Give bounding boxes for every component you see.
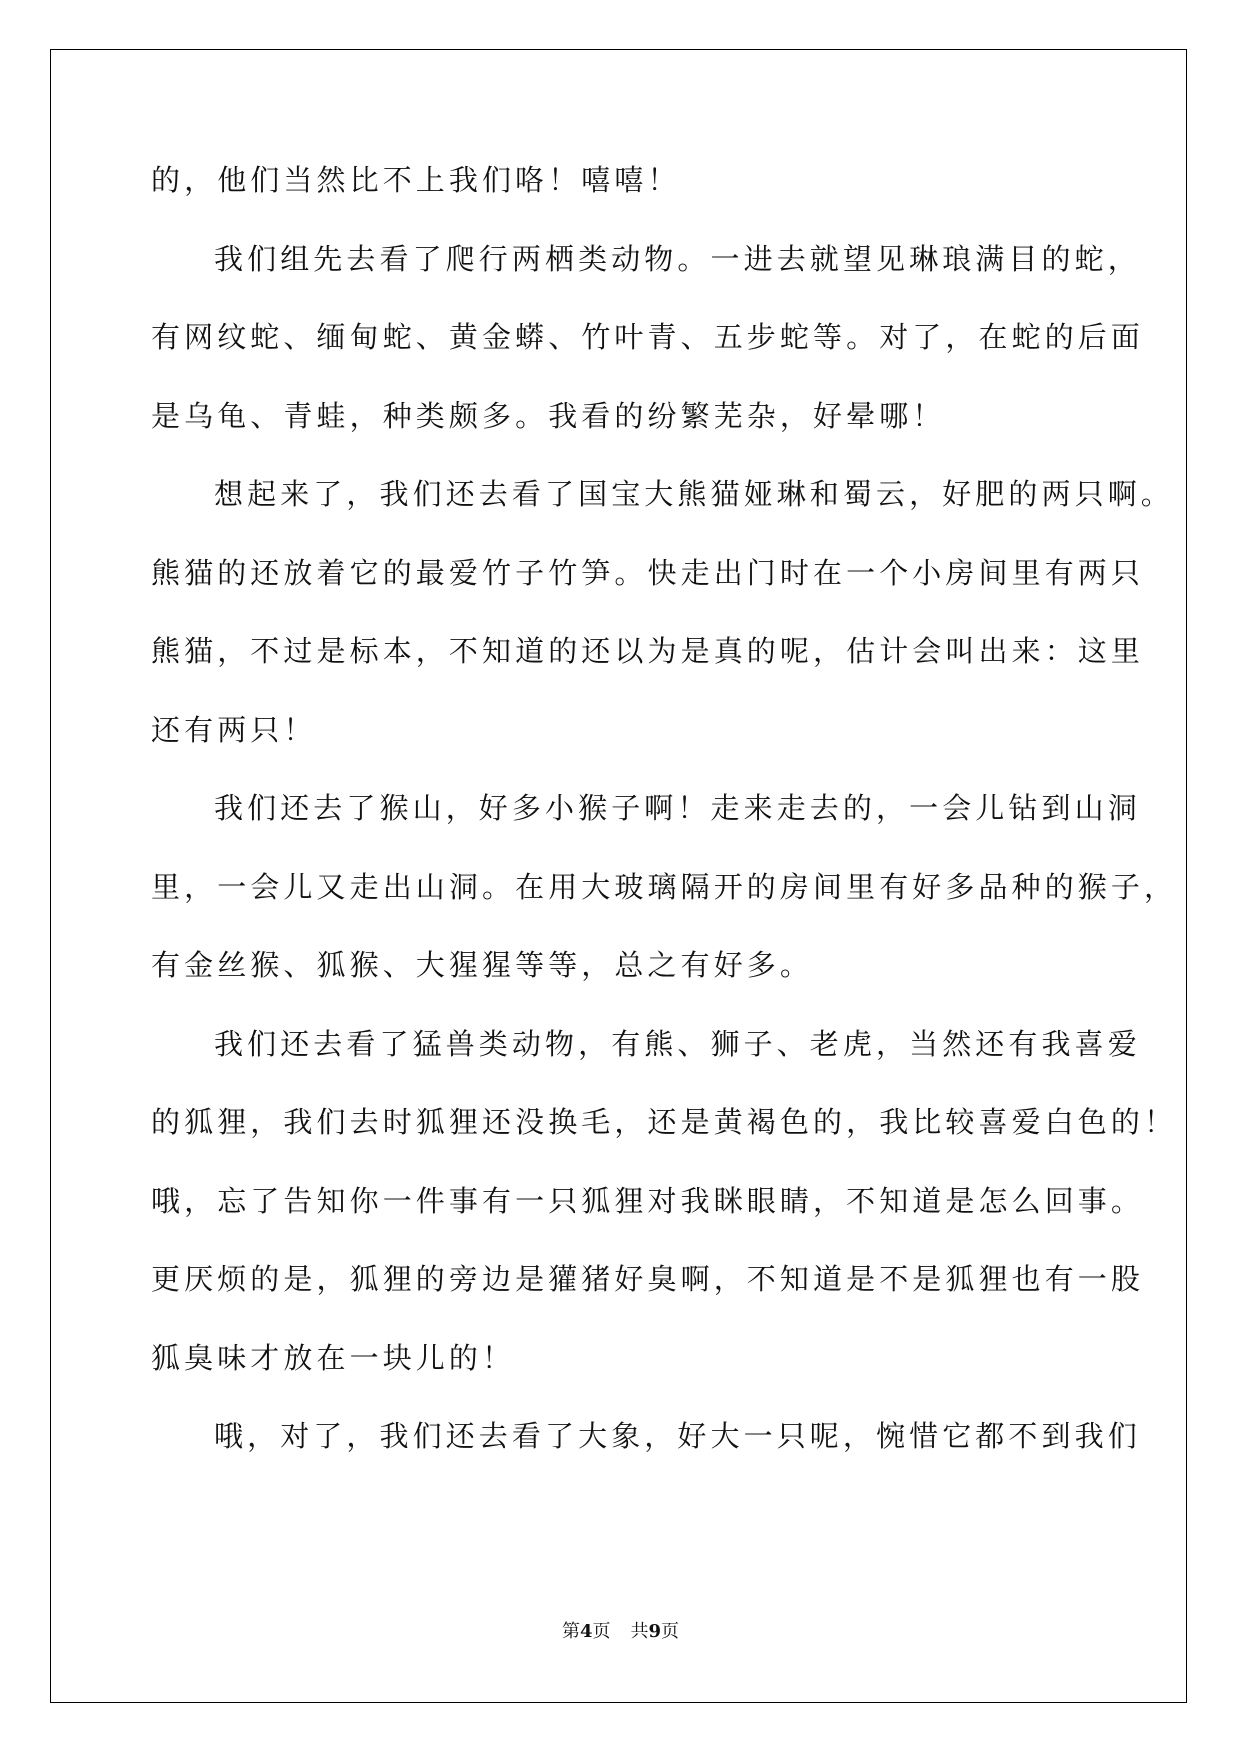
text-line: 的狐狸，我们去时狐狸还没换毛，还是黄褐色的，我比较喜爱白色的！ [151, 1105, 1178, 1139]
body-text [151, 160, 1178, 1495]
total-pages-number: 9 [648, 1621, 662, 1642]
text-line: 哦，忘了告知你一件事有一只狐狸对我眯眼睛，不知道是怎么回事。 [151, 1183, 1145, 1218]
text-line: 的，他们当然比不上我们咯！嘻嘻！ [151, 163, 681, 197]
text-line: 哦，对了，我们还去看了大象，好大一只呢，惋惜它都不到我们 [214, 1419, 1141, 1453]
text-line: 我们还去了猴山，好多小猴子啊！走来走去的，一会儿钻到山洞 [214, 791, 1141, 825]
text-line: 我们组先去看了爬行两栖类动物。一进去就望见琳琅满目的蛇， [214, 241, 1141, 276]
text-line: 有金丝猴、狐猴、大猩猩等等，总之有好多。 [151, 948, 814, 982]
text-line: 我们还去看了猛兽类动物，有熊、狮子、老虎，当然还有我喜爱 [214, 1026, 1141, 1061]
text-line: 熊猫，不过是标本，不知道的还以为是真的呢，估计会叫出来：这里 [151, 634, 1145, 668]
text-line: 想起来了，我们还去看了国宝大熊猫娅琳和蜀云，好肥的两只啊。 [214, 477, 1174, 511]
page-footer [0, 1617, 1241, 1643]
text-line: 里，一会儿又走出山洞。在用大玻璃隔开的房间里有好多品种的猴子， [151, 869, 1178, 904]
page-label-suffix: 页 [592, 1621, 611, 1642]
text-line: 更厌烦的是，狐狸的旁边是獾猪好臭啊，不知道是不是狐狸也有一股 [151, 1262, 1145, 1296]
text-line: 是乌龟、青蛙，种类颇多。我看的纷繁芜杂，好晕哪！ [151, 398, 946, 433]
total-label-suffix: 页 [661, 1621, 680, 1642]
text-line: 还有两只！ [151, 712, 317, 747]
current-page-number: 4 [579, 1621, 593, 1642]
text-line: 狐臭味才放在一块儿的！ [151, 1340, 516, 1375]
text-line: 有网纹蛇、缅甸蛇、黄金蟒、竹叶青、五步蛇等。对了，在蛇的后面 [151, 320, 1145, 354]
page-label-prefix: 第 [561, 1621, 580, 1642]
total-label-prefix: 共 [630, 1621, 649, 1642]
text-line: 熊猫的还放着它的最爱竹子竹笋。快走出门时在一个小房间里有两只 [151, 555, 1145, 590]
